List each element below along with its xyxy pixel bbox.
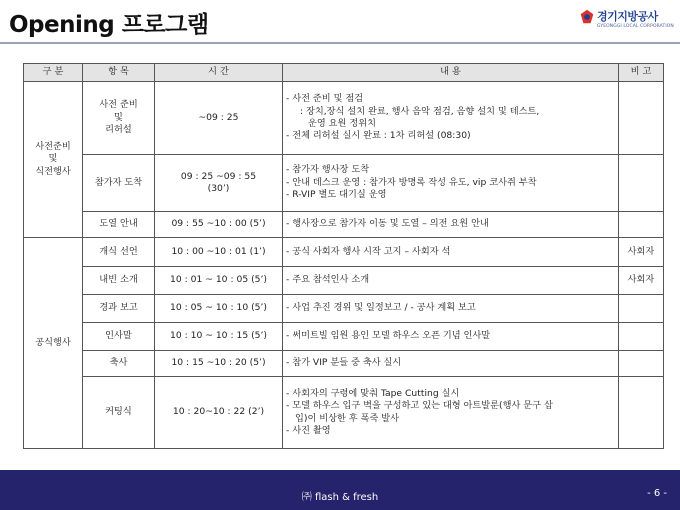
table-row xyxy=(24,295,664,323)
table-row xyxy=(24,82,664,155)
table-row xyxy=(24,377,664,449)
note-cell xyxy=(619,295,664,323)
time-cell: ~09 : 25 xyxy=(155,82,283,155)
table-row xyxy=(24,351,664,377)
company-logo xyxy=(578,6,674,36)
footer-brand: ㈜ flash & fresh xyxy=(301,492,379,503)
time-cell: 09 : 25 ~09 : 55 (30’) xyxy=(155,155,283,212)
note-cell xyxy=(619,155,664,212)
program-table xyxy=(23,63,664,449)
category-cell: 사전준비 및 식전행사 xyxy=(24,82,83,238)
time-cell: 10 : 00 ~10 : 01 (1’) xyxy=(155,238,283,267)
content-cell: - 사전 준비 및 점검 : 장치,장식 설치 완료, 행사 음악 점검, 음향 설치 및 테스트, 운영 요원 정위치 - 전체 리허설 실시 완료 : 1차 리허설 (08:30) xyxy=(283,82,619,155)
content-cell: - 참가자 행사장 도착 - 안내 데스크 운영 : 참가자 방명록 작성 유도, vip 코사쥐 부착 - R-VIP 별도 대기실 운영 xyxy=(283,155,619,212)
time-cell: 10 : 20~10 : 22 (2’) xyxy=(155,377,283,449)
table-header-row xyxy=(24,64,664,82)
table-row xyxy=(24,323,664,351)
time-cell: 10 : 05 ~ 10 : 10 (5’) xyxy=(155,295,283,323)
page-title: Opening 프로그램 xyxy=(9,12,209,38)
content-cell: - 사업 추진 경위 및 일정보고 / - 공사 계획 보고 xyxy=(283,295,619,323)
category-cell: 공식행사 xyxy=(24,238,83,449)
time-cell: 10 : 10 ~ 10 : 15 (5’) xyxy=(155,323,283,351)
content-cell: - 행사장으로 참가자 이동 및 도열 – 의전 요원 안내 xyxy=(283,212,619,238)
note-cell: 사회자 xyxy=(619,238,664,267)
note-cell: 사회자 xyxy=(619,267,664,295)
table-row xyxy=(24,212,664,238)
item-cell: 개식 선언 xyxy=(83,238,155,267)
table-row xyxy=(24,155,664,212)
item-cell: 사전 준비 및 리허설 xyxy=(83,82,155,155)
note-cell xyxy=(619,323,664,351)
note-cell xyxy=(619,212,664,238)
logo-emblem-icon xyxy=(578,8,596,26)
content-cell: - 공식 사회자 행사 시작 고지 – 사회자 석 xyxy=(283,238,619,267)
header-category: 구 분 xyxy=(24,64,83,82)
note-cell xyxy=(619,82,664,155)
table-row xyxy=(24,267,664,295)
item-cell: 도열 안내 xyxy=(83,212,155,238)
footer-bar xyxy=(0,470,680,510)
item-cell: 참가자 도착 xyxy=(83,155,155,212)
note-cell xyxy=(619,377,664,449)
logo-name: 경기지방공사 xyxy=(597,10,658,23)
table-row xyxy=(24,238,664,267)
item-cell: 축사 xyxy=(83,351,155,377)
content-cell: - 참가 VIP 분들 중 축사 실시 xyxy=(283,351,619,377)
header-content: 내 용 xyxy=(283,64,619,82)
page-number: - 6 - xyxy=(647,488,667,499)
content-cell: - 사회자의 구령에 맞춰 Tape Cutting 실시 - 모델 하우스 입구 벽을 구성하고 있는 대형 아트발룬(행사 문구 삽 입)이 비상한 후 폭죽 발사 - 사진 촬영 xyxy=(283,377,619,449)
content-cell: - 주요 참석인사 소개 xyxy=(283,267,619,295)
item-cell: 내빈 소개 xyxy=(83,267,155,295)
header-time: 시 간 xyxy=(155,64,283,82)
logo-subtitle: GYEONGGI LOCAL CORPORATION xyxy=(597,24,674,29)
item-cell: 커팅식 xyxy=(83,377,155,449)
item-cell: 인사말 xyxy=(83,323,155,351)
title-divider xyxy=(0,42,680,44)
time-cell: 10 : 15 ~10 : 20 (5’) xyxy=(155,351,283,377)
header-item: 항 목 xyxy=(83,64,155,82)
header-note: 비 고 xyxy=(619,64,664,82)
item-cell: 경과 보고 xyxy=(83,295,155,323)
note-cell xyxy=(619,351,664,377)
time-cell: 09 : 55 ~10 : 00 (5’) xyxy=(155,212,283,238)
content-cell: - 써미트빌 임원 용인 모델 하우스 오픈 기념 인사말 xyxy=(283,323,619,351)
time-cell: 10 : 01 ~ 10 : 05 (5’) xyxy=(155,267,283,295)
